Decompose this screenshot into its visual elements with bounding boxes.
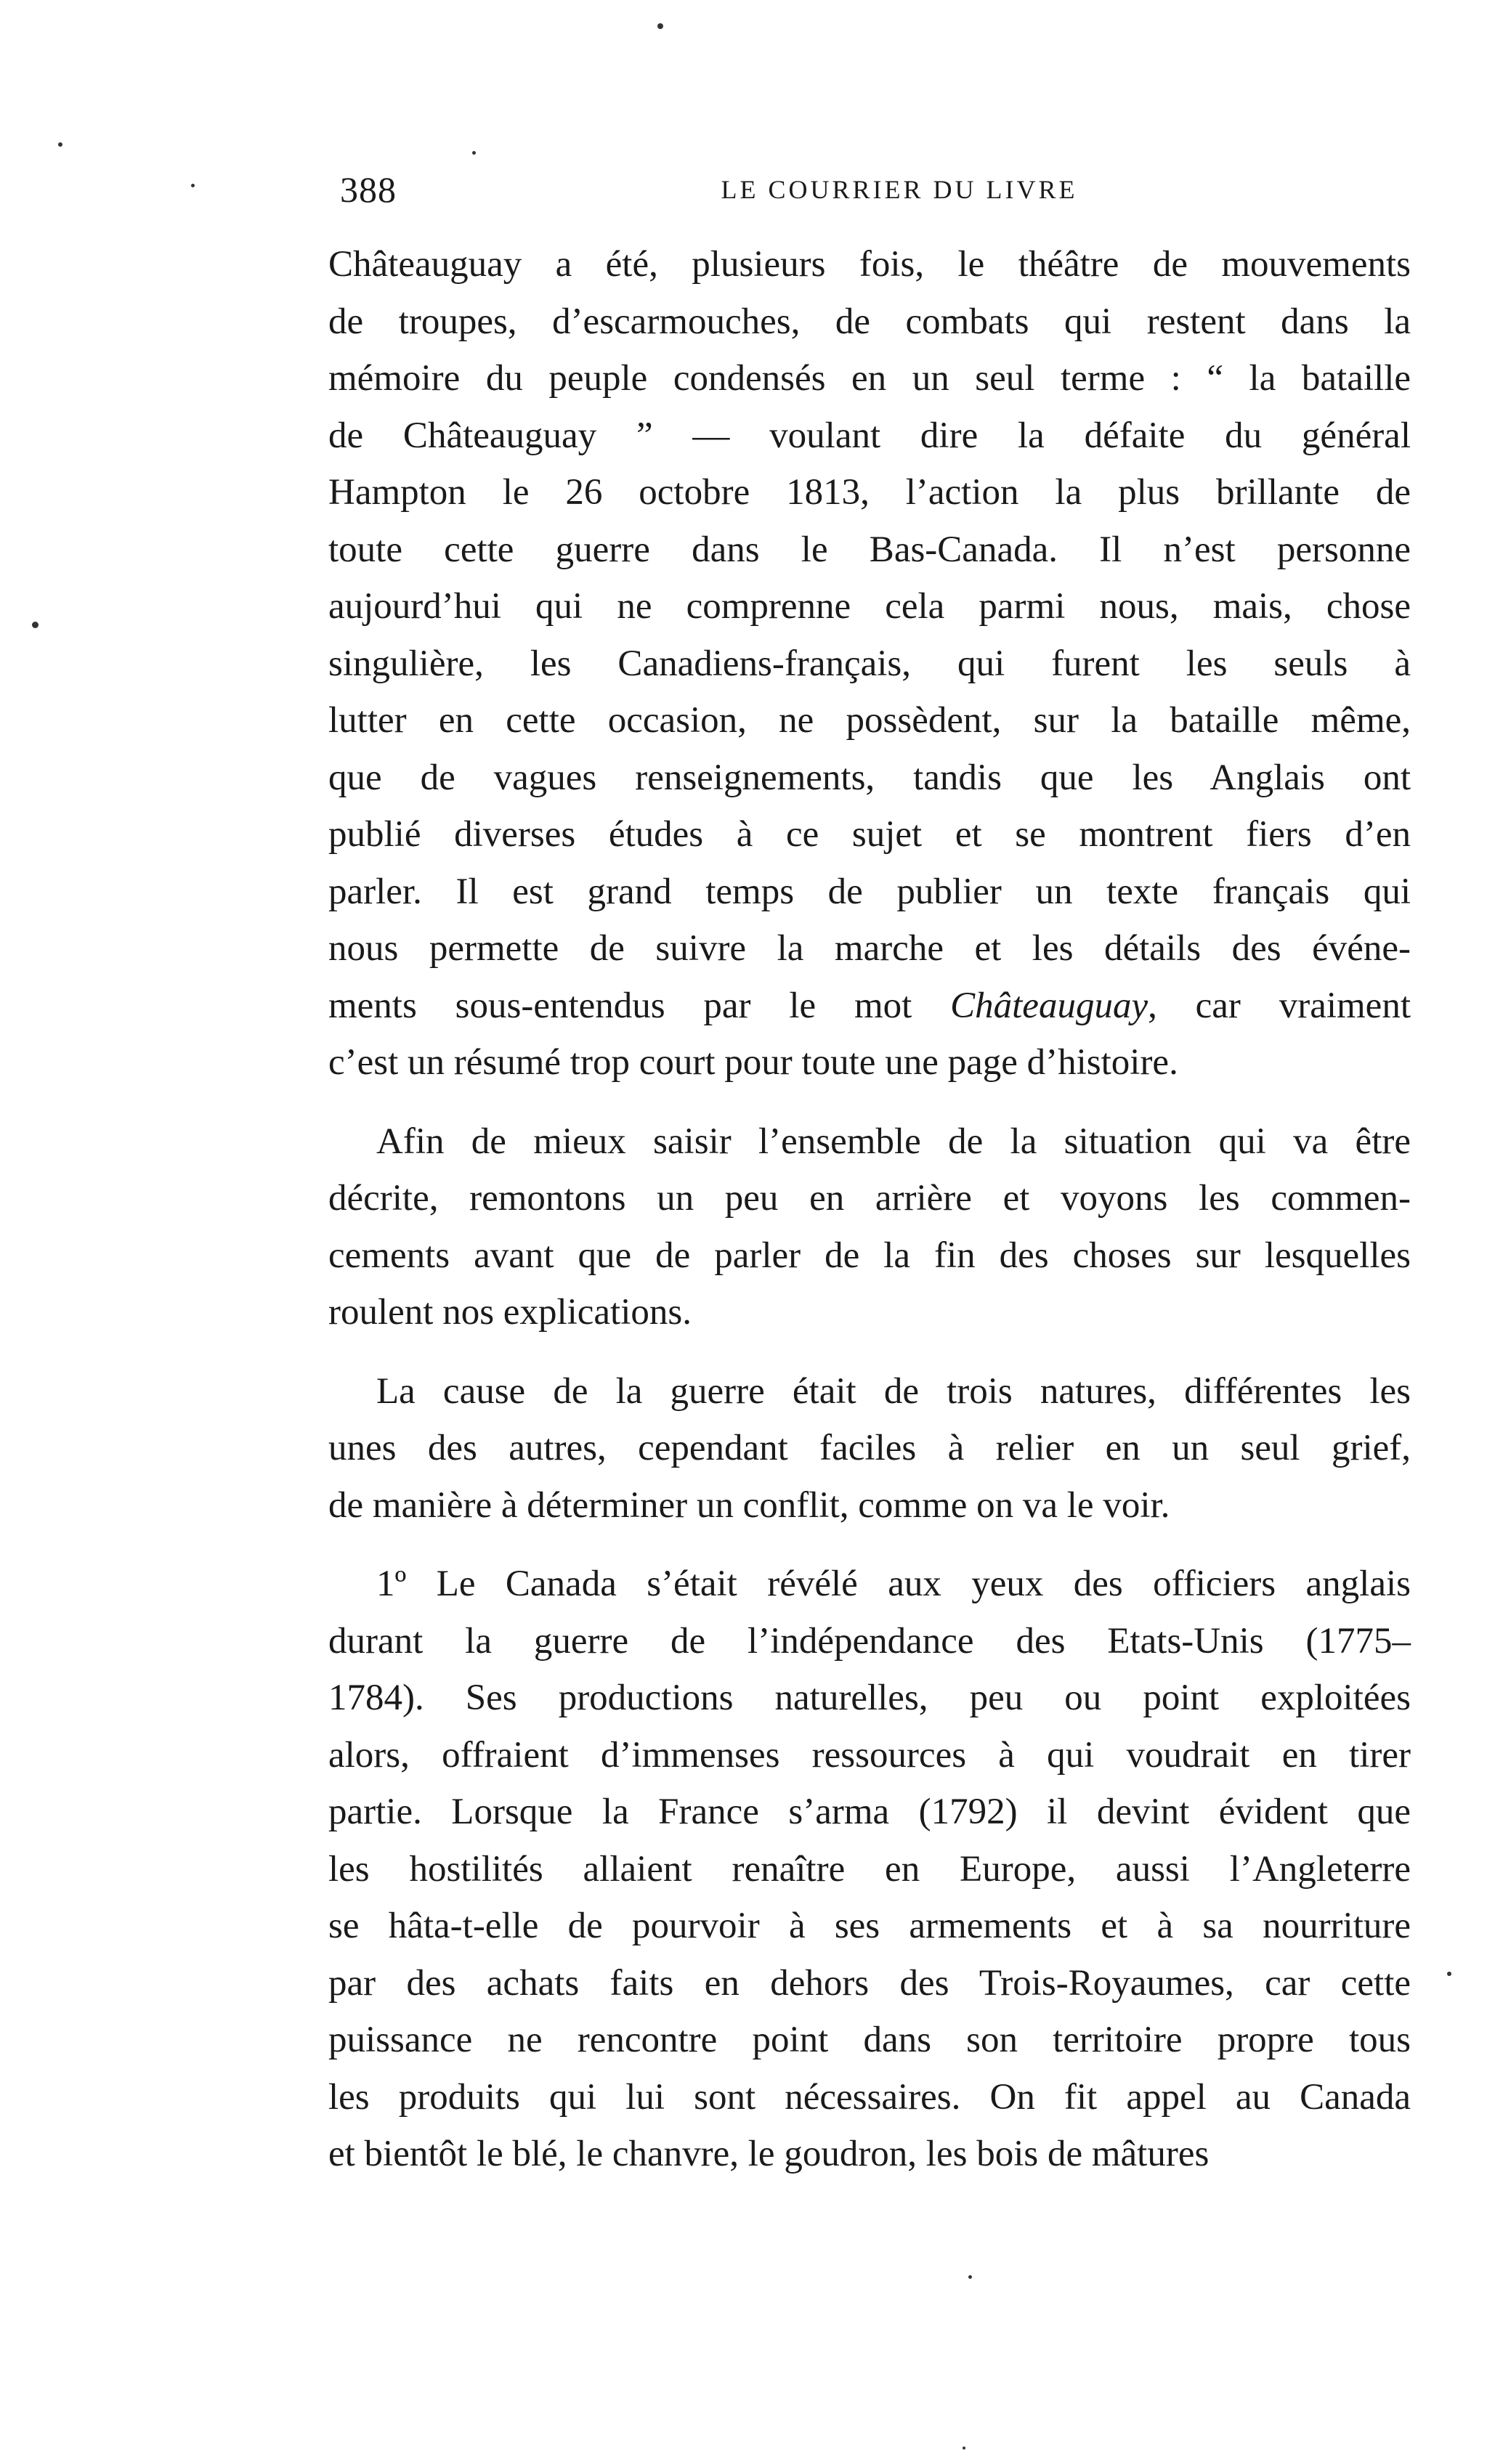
text-line: de Châteauguay ” — voulant dire la défaite du général xyxy=(328,415,1411,456)
text-line: roulent nos explications. xyxy=(328,1292,692,1333)
text-line: de manière à déterminer un conflit, comme on va le voir. xyxy=(328,1484,1170,1526)
paragraph xyxy=(328,1363,1411,1534)
text-line: cements avant que de parler de la fin des choses sur lesquelles xyxy=(328,1235,1411,1276)
scan-speck xyxy=(472,151,476,155)
body-text xyxy=(328,236,1411,2183)
text-line: durant la guerre de l’indépendance des Etats-Unis (1775– xyxy=(328,1620,1411,1662)
paragraph xyxy=(328,236,1411,1091)
text-line: lutter en cette occasion, ne possèdent, sur la bataille même, xyxy=(328,700,1411,741)
text-line: aujourd’hui qui ne comprenne cela parmi nous, mais, chose xyxy=(328,586,1411,627)
text-line: parler. Il est grand temps de publier un texte français qui xyxy=(328,871,1411,912)
text-line: nous permette de suivre la marche et les détails des événe- xyxy=(328,928,1411,969)
running-title: LE COURRIER DU LIVRE xyxy=(721,175,1078,204)
text-line: unes des autres, cependant faciles à relier en un seul grief, xyxy=(328,1428,1411,1468)
text-line: de troupes, d’escarmouches, de combats qui restent dans la xyxy=(328,301,1411,342)
text-line: puissance ne rencontre point dans son territoire propre tous xyxy=(328,2020,1411,2060)
paragraph xyxy=(328,1113,1411,1341)
scan-speck xyxy=(32,622,39,628)
text-line xyxy=(328,977,1411,1035)
paragraph-gap xyxy=(328,1534,1411,1556)
text-line: se hâta-t-elle de pourvoir à ses armements et à sa nourriture xyxy=(328,1906,1411,1946)
scan-speck xyxy=(963,2447,965,2449)
text-line: les produits qui lui sont nécessaires. On fit appel au Canada xyxy=(328,2076,1411,2118)
text-line: Châteauguay a été, plusieurs fois, le théâtre de mouvements xyxy=(328,244,1411,285)
paragraph-gap xyxy=(328,1341,1411,1363)
text-segment: , car vraiment xyxy=(1148,985,1411,1026)
text-line: Afin de mieux saisir l’ensemble de la situation qui va être xyxy=(376,1121,1411,1162)
scan-speck xyxy=(968,2275,972,2279)
text-line: alors, offraient d’immenses ressources à qui voudrait en tirer xyxy=(328,1734,1411,1776)
text-line: toute cette guerre dans le Bas-Canada. Il n’est personne xyxy=(328,529,1411,570)
text-line: par des achats faits en dehors des Trois-Royaumes, car cette xyxy=(328,1962,1411,2004)
text-line: Hampton le 26 octobre 1813, l’action la plus brillante de xyxy=(328,472,1411,513)
text-line: 1784). Ses productions naturelles, peu ou point exploitées xyxy=(328,1678,1411,1718)
text-line: La cause de la guerre était de trois natures, différentes les xyxy=(376,1370,1411,1412)
paragraph xyxy=(328,1556,1411,2183)
text-line: que de vagues renseignements, tandis que les Anglais ont xyxy=(328,757,1411,798)
scan-speck xyxy=(191,184,195,187)
text-line: les hostilités allaient renaître en Europe, aussi l’Angleterre xyxy=(328,1848,1411,1890)
italic-term: Châteauguay xyxy=(950,985,1148,1026)
scan-speck xyxy=(58,142,62,147)
scan-speck xyxy=(657,23,663,29)
text-segment: ments sous-entendus par le mot xyxy=(328,985,951,1026)
paragraph-gap xyxy=(328,1091,1411,1113)
text-line: partie. Lorsque la France s’arma (1792) il devint évident que xyxy=(328,1792,1411,1832)
text-line: 1º Le Canada s’était révélé aux yeux des officiers anglais xyxy=(376,1564,1411,1604)
text-line: publié diverses études à ce sujet et se montrent fiers d’en xyxy=(328,814,1411,855)
scan-speck xyxy=(1447,1972,1451,1976)
page-header xyxy=(340,168,1415,219)
text-line: décrite, remontons un peu en arrière et voyons les commen- xyxy=(328,1178,1411,1219)
page-number: 388 xyxy=(340,169,397,210)
text-line: mémoire du peuple condensés en un seul terme : “ la bataille xyxy=(328,358,1411,399)
text-line: c’est un résumé trop court pour toute une page d’histoire. xyxy=(328,1042,1178,1083)
text-line: et bientôt le blé, le chanvre, le goudron, les bois de mâtures xyxy=(328,2134,1210,2174)
text-line: singulière, les Canadiens-français, qui furent les seuls à xyxy=(328,643,1411,684)
